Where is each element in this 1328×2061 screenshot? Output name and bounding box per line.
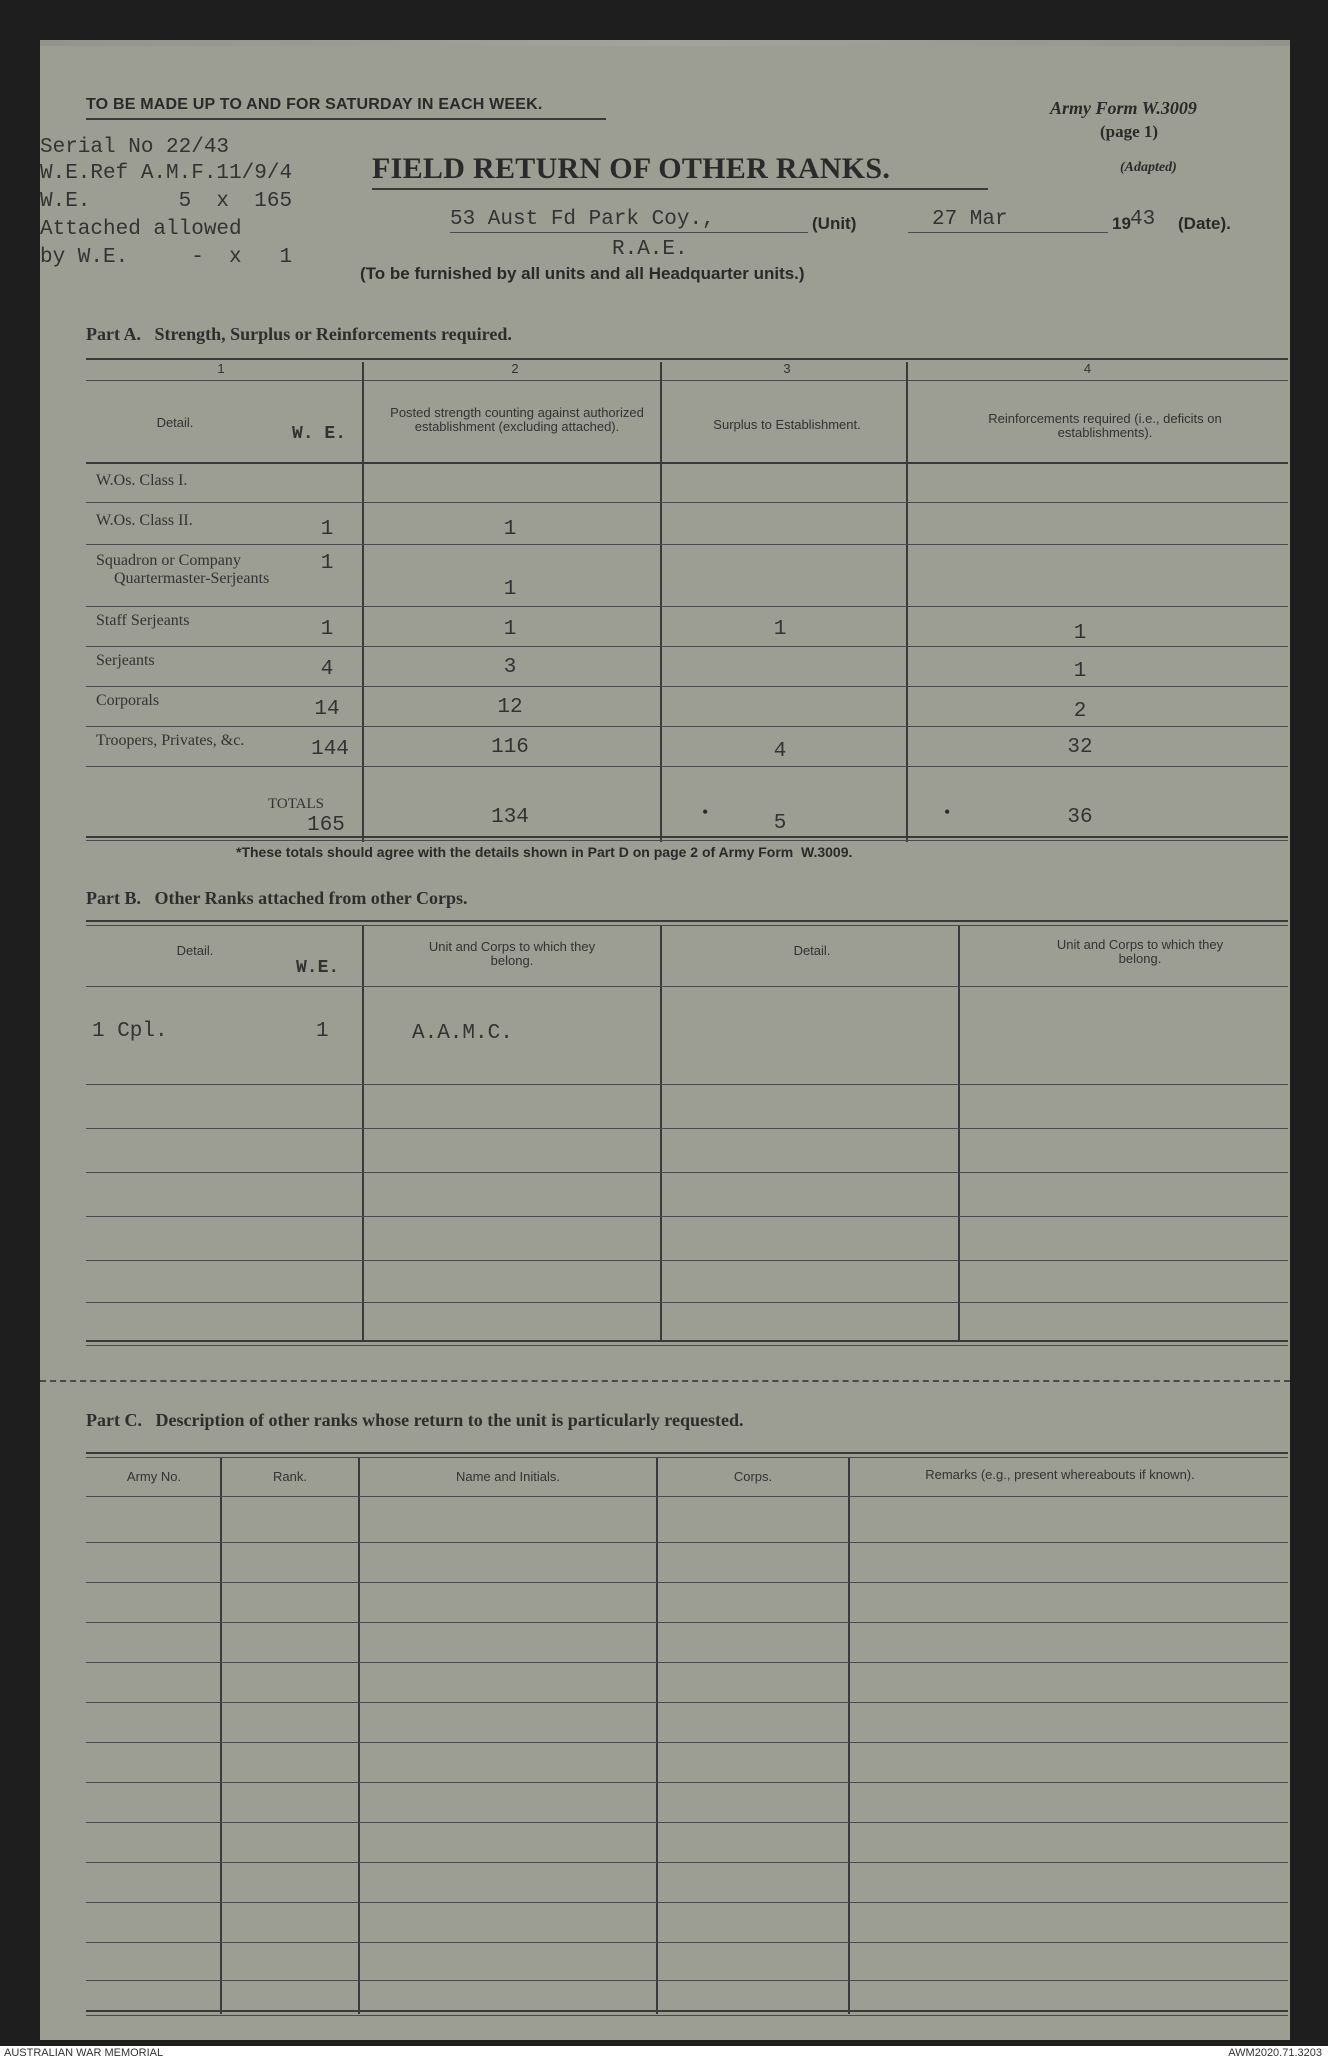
row-posted: 1: [503, 578, 517, 601]
row-rule: [86, 502, 1288, 503]
part-c-row-rule: [86, 1980, 1288, 1981]
row-posted: 1: [503, 618, 517, 641]
part-b-bottom-rule-2: [86, 1345, 1288, 1346]
row-we: 1: [320, 618, 334, 641]
part-c-row-rule: [86, 1942, 1288, 1943]
part-c-row-rule: [86, 1902, 1288, 1903]
we-establishment: W.E. 5 x 165: [40, 190, 293, 213]
title-underline: [372, 188, 988, 190]
row-posted: 1: [503, 518, 517, 541]
year-suffix: 43: [1130, 208, 1156, 231]
footer-right: AWM2020.71.3203: [1228, 2047, 1322, 2059]
part-a-bottom-rule-2: [86, 840, 1288, 841]
row-we: 1: [320, 518, 334, 541]
totals-surplus: 5: [773, 812, 787, 835]
header-detail: Detail.: [156, 415, 194, 430]
part-b-row-we: 1: [316, 1020, 329, 1043]
row-rule: [86, 766, 1288, 767]
unit-label: (Unit): [812, 214, 857, 233]
row-rule: [86, 686, 1288, 687]
part-b-bottom-rule: [86, 1340, 1288, 1342]
row-detail: Squadron or Company: [96, 552, 241, 569]
row-detail-line2: Quartermaster-Serjeants: [114, 570, 270, 587]
part-c-header-rank: Rank.: [273, 1469, 307, 1484]
part-a-footnote: *These totals should agree with the details shown in Part D on page 2 of Army Form W.3009.: [236, 844, 853, 860]
date-value: 27 Mar: [932, 208, 1008, 231]
part-c-caption: Part C. Description of other ranks whose return to the unit is particularly requested.: [86, 1410, 744, 1430]
row-surplus: 1: [773, 618, 787, 641]
header-surplus: Surplus to Establishment.: [713, 417, 861, 432]
unit-value: 53 Aust Fd Park Coy.,: [450, 208, 715, 231]
part-b-row-rule: [86, 1302, 1288, 1303]
date-line: [908, 232, 1108, 233]
part-c-top-rule: [86, 1452, 1288, 1454]
form-sheet: [40, 40, 1290, 2040]
part-b-row-rule: [86, 1084, 1288, 1085]
part-b-row-rule: [86, 1216, 1288, 1217]
row-posted: 116: [491, 736, 529, 759]
row-rule: [86, 606, 1288, 607]
archive-footer: [0, 2046, 1328, 2061]
part-c-row-rule: [86, 1742, 1288, 1743]
part-b-header-detail: Detail.: [176, 943, 214, 958]
page-ref: (page 1): [1100, 122, 1159, 141]
part-b-top-rule-2: [86, 925, 1288, 926]
header-we: W. E.: [292, 424, 347, 444]
part-c-row-rule: [86, 1622, 1288, 1623]
top-note: TO BE MADE UP TO AND FOR SATURDAY IN EACH WEEK.: [86, 96, 543, 113]
totals-reinf: 36: [1067, 806, 1093, 829]
part-c-header-remarks: Remarks (e.g., present whereabouts if known).: [925, 1467, 1195, 1482]
part-a-vrule-1: [362, 362, 364, 842]
part-c-row-rule: [86, 1662, 1288, 1663]
part-c-bottom-rule-2: [86, 2015, 1288, 2016]
row-posted: 12: [497, 696, 523, 719]
part-b-vrule-3: [958, 926, 960, 1342]
row-detail: Staff Serjeants: [96, 612, 190, 629]
row-rule: [86, 646, 1288, 647]
totals-reinf-asterisk: •: [944, 802, 951, 822]
adapted-note: (Adapted): [1120, 160, 1177, 175]
totals-we: 165: [307, 814, 345, 837]
part-a-caption: Part A. Strength, Surplus or Reinforcements required.: [86, 324, 512, 344]
row-reinf: 1: [1073, 622, 1087, 645]
part-b-header-unit-corps-right: Unit and Corps to which they belong.: [1056, 937, 1224, 966]
row-rule: [86, 544, 1288, 545]
totals-label: TOTALS: [268, 796, 325, 812]
header-posted: Posted strength counting against authorized establishment (excluding attached).: [390, 405, 644, 434]
part-a-top-rule: [86, 358, 1288, 360]
part-c-row-rule: [86, 1862, 1288, 1863]
part-c-header-corps: Corps.: [733, 1469, 773, 1484]
row-detail: Serjeants: [96, 652, 155, 669]
row-we: 14: [314, 698, 340, 721]
part-c-header-rule: [86, 1496, 1288, 1497]
part-b-caption: Part B. Other Ranks attached from other Corps.: [86, 888, 468, 908]
part-b-row-unit-corps: A.A.M.C.: [412, 1022, 513, 1045]
row-surplus: 4: [773, 740, 787, 763]
header-reinforcements: Reinforcements required (i.e., deficits on establishments).: [988, 411, 1222, 440]
part-c-header-army-no: Army No.: [126, 1469, 182, 1484]
row-detail: W.Os. Class I.: [96, 472, 188, 489]
part-c-bottom-rule: [86, 2010, 1288, 2012]
row-posted: 3: [503, 656, 517, 679]
part-a-col2-number: 2: [511, 361, 519, 376]
part-b-vrule-1: [362, 926, 364, 1342]
part-c-top-rule-2: [86, 1457, 1288, 1458]
row-we: 4: [320, 658, 334, 681]
we-reference: W.E.Ref A.M.F.11/9/4: [40, 162, 293, 185]
corps-value: R.A.E.: [612, 238, 688, 261]
part-b-vrule-2: [660, 926, 662, 1342]
part-c-header-name: Name and Initials.: [455, 1469, 561, 1484]
part-b-header-unit-corps: Unit and Corps to which they belong.: [428, 939, 596, 968]
attached-by-we: by W.E. - x 1: [40, 246, 293, 269]
part-a-col4-number: 4: [1083, 361, 1092, 376]
part-c-row-rule: [86, 1582, 1288, 1583]
totals-posted: 134: [491, 806, 529, 829]
row-detail: W.Os. Class II.: [96, 512, 193, 529]
part-b-header-detail-right: Detail.: [793, 943, 831, 958]
part-b-header-we: W.E.: [296, 958, 340, 978]
part-a-col3-number: 3: [783, 361, 791, 376]
form-ref: Army Form W.3009: [1050, 98, 1197, 118]
row-detail: Corporals: [96, 692, 160, 709]
part-b-row-detail: 1 Cpl.: [92, 1020, 168, 1043]
date-label: (Date).: [1178, 214, 1231, 233]
part-b-row-rule: [86, 1128, 1288, 1129]
row-detail: Troopers, Privates, &c.: [96, 732, 245, 749]
part-c-row-rule: [86, 1782, 1288, 1783]
part-b-top-rule: [86, 920, 1288, 922]
part-c-row-rule: [86, 1542, 1288, 1543]
part-a-number-rule: [86, 380, 1288, 381]
row-reinf: 32: [1067, 736, 1093, 759]
part-b-row-rule: [86, 1172, 1288, 1173]
part-a-col1-number: 1: [217, 361, 225, 376]
totals-surplus-asterisk: •: [702, 802, 709, 822]
part-a-vrule-2: [660, 362, 662, 842]
footer-left: AUSTRALIAN WAR MEMORIAL: [4, 2047, 164, 2059]
row-we: 1: [320, 552, 334, 575]
part-a-bottom-rule: [86, 836, 1288, 838]
row-we: 144: [311, 738, 349, 761]
unit-line: [450, 232, 808, 233]
perforation-line: [40, 1380, 1290, 1382]
part-c-row-rule: [86, 1822, 1288, 1823]
part-b-row-rule: [86, 1260, 1288, 1261]
part-c-row-rule: [86, 1702, 1288, 1703]
row-reinf: 1: [1073, 660, 1087, 683]
page-title: FIELD RETURN OF OTHER RANKS.: [372, 152, 891, 185]
top-note-underline: [86, 118, 606, 120]
row-rule: [86, 726, 1288, 727]
part-a-header-rule: [86, 462, 1288, 464]
part-b-header-rule: [86, 986, 1288, 987]
part-a-vrule-3: [906, 362, 908, 842]
furnish-note: (To be furnished by all units and all Headquarter units.): [360, 264, 805, 283]
row-reinf: 2: [1073, 700, 1087, 723]
serial-number: Serial No 22/43: [40, 136, 230, 159]
year-prefix: 19: [1112, 214, 1131, 233]
attached-allowed: Attached allowed: [40, 218, 242, 241]
